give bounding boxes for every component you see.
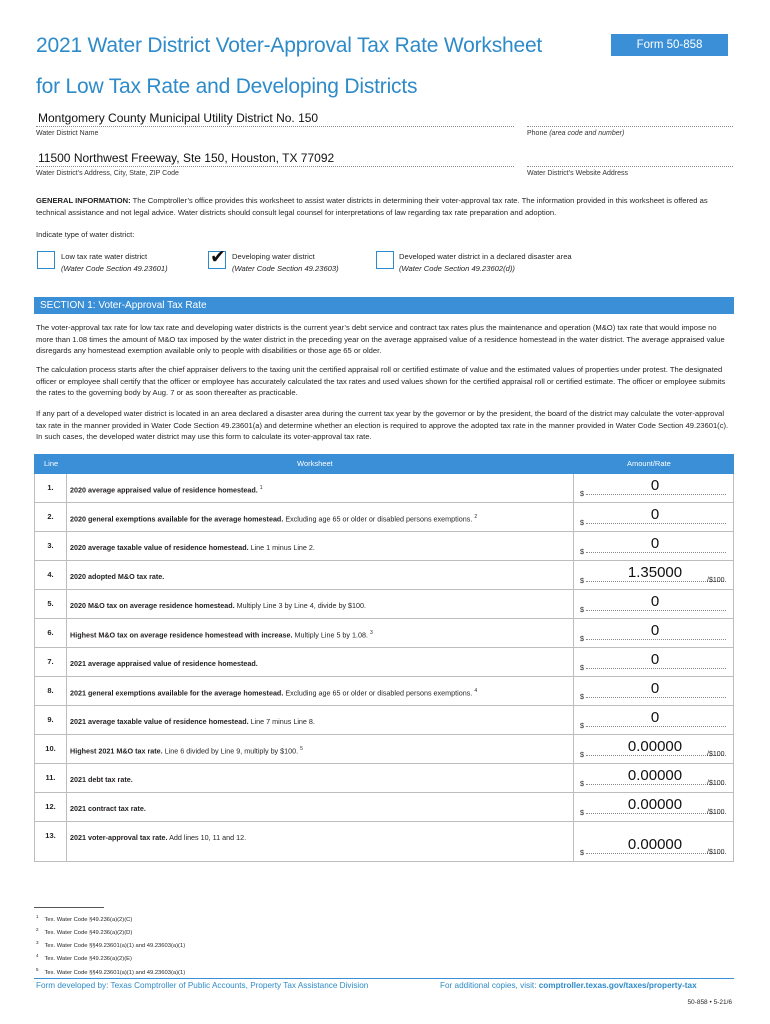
rate-unit: /$100 [707,577,725,584]
footer-developer: Form developed by: Texas Comptroller of Public Accounts, Property Tax Assistance Division [36,981,369,990]
footnote: $^3$Tex. Water Code §§49.23601(a)(1) and 49.23603(a)(1) [36,940,186,950]
line-number: 12. [35,793,67,821]
footnote: $^5$Tex. Water Code §§49.23601(a)(1) and 49.23603(a)(1) [36,966,186,976]
line-number: 5. [35,590,67,618]
amount-rule [586,726,726,727]
website-rule [527,166,733,167]
table-row [34,793,734,822]
amount-field[interactable]: 0 [650,506,660,523]
amount-divider [573,706,574,734]
amount-field[interactable]: 0.00000 [627,738,683,755]
table-row [34,677,734,706]
footer-rule [34,978,734,979]
line-description: 2020 general exemptions available for the average homestead. Excluding age 65 or older or disabled persons exemptions. $^2$ [70,514,478,524]
table-row [34,822,734,862]
address-label: Water District’s Address, City, State, ZIP Code [36,170,179,177]
amount-field[interactable]: 0 [650,535,660,552]
amount-field[interactable]: 0 [650,651,660,668]
footnotes [36,912,185,978]
footnote: $^4$Tex. Water Code §49.236(a)(2)(E) [36,953,132,963]
rate-unit: /$100 [707,751,725,758]
currency-symbol: $ [580,779,584,788]
section1-title: SECTION 1: Voter-Approval Tax Rate [34,297,734,314]
table-row [34,619,734,648]
line-number: 1. [35,474,67,502]
line-number: 6. [35,619,67,647]
currency-symbol: $ [580,750,584,759]
table-row [34,648,734,677]
amount-divider [573,822,574,861]
line-description: 2020 average taxable value of residence homestead. Line 1 minus Line 2. [70,543,315,552]
amount-divider [573,793,574,821]
amount-rule [586,552,726,553]
col-header-worksheet: Worksheet [297,459,333,468]
amount-field[interactable]: 1.35000 [627,564,683,581]
website-label: Water District’s Website Address [527,170,629,177]
currency-symbol: $ [580,663,584,672]
worksheet-table-header [34,454,734,474]
currency-symbol: $ [580,605,584,614]
line-description: 2021 contract tax rate. [70,804,146,813]
comptroller-link[interactable]: comptroller.texas.gov/taxes/property-tax [538,981,697,990]
low-tax-rate-label: Low tax rate water district (Water Code Section 49.23601) [61,252,168,273]
table-row [34,764,734,793]
general-information: GENERAL INFORMATION: The Comptroller’s office provides this worksheet to assist water districts in determining their voter-approval tax rate. The information provided in this worksheet is offered as technical assistance and not legal advice. Water districts should consult legal counsel for interpretations of law regarding tax rate preparation and adoption. [36,196,708,217]
rate-unit: /$100 [707,780,725,787]
currency-symbol: $ [580,547,584,556]
line-number: 8. [35,677,67,705]
line-number: 11. [35,764,67,792]
table-row [34,532,734,561]
amount-field[interactable]: 0.00000 [627,836,683,853]
section1-paragraph-1: The voter-approval tax rate for low tax rate and developing water districts is the current year’s debt service and contract tax rates plus the maintenance and operation (M&O) tax rate that would impose no more than 1.08 times the amount of M&O tax imposed by the water district in the preceding year on the average appraised value of a residence homestead in the water district. The average appraised value disregards any homestead exemption available only to people with disabilities or those age 65 or older. [36,323,725,356]
section1-paragraph-2: The calculation process starts after the chief appraiser delivers to the taxing unit the certified appraisal roll or certified estimate of value and the estimated values of properties under protest. The designated officer or employee shall certify that the officer or employee has accurately calculated the tax rates and used values shown for the certified appraisal roll or certified estimate. The officer or employee submits the rates to the governing body by Aug. 7 or as soon thereafter as practicable. [36,365,726,398]
footnote-ref: 2 [474,514,478,520]
footnote: $^2$Tex. Water Code §49.236(a)(2)(D) [36,927,133,937]
amount-divider [573,648,574,676]
developed-disaster-label: Developed water district in a declared disaster area (Water Code Section 49.23602(d)) [399,252,572,273]
table-row [34,561,734,590]
amount-divider [573,619,574,647]
footnote-ref: 3 [370,630,373,636]
line-number: 2. [35,503,67,531]
line-description: Highest 2021 M&O tax rate. Line 6 divided by Line 9, multiply by $100. $^5$ [70,746,303,756]
section1-paragraph-3: If any part of a developed water district is located in an area declared a disaster area during the current tax year by the governor or by the president, the board of the district may calculate the voter-approval tax rate in the manner provided in Water Code Section 49.23601(a) and determine whether an election is required to approve the adopted tax rate in the manner provided in Water Code Section 49.23601(c). In such cases, the developed water district may use this form to calculate its voter-approval tax rate. [36,409,729,442]
line-description: 2021 voter-approval tax rate. Add lines 10, 11 and 12. [70,833,247,842]
district-name-label: Water District Name [36,130,99,137]
rate-unit: /$100 [707,809,725,816]
line-number: 10. [35,735,67,763]
developing-district-checkbox[interactable] [208,247,226,269]
footnote-ref: 5 [300,746,303,752]
amount-field[interactable]: 0 [650,680,660,697]
line-number: 7. [35,648,67,676]
amount-divider [573,764,574,792]
currency-symbol: $ [580,634,584,643]
footnote: $^1$Tex. Water Code §49.236(a)(2)(C) [36,914,133,923]
currency-symbol: $ [580,518,584,527]
footnote-ref: 4 [474,688,478,694]
footnote-rule [34,907,104,908]
phone-label: Phone (area code and number) [527,130,625,137]
currency-symbol: $ [580,576,584,585]
amount-rule [586,610,726,611]
amount-rule [586,853,726,854]
table-row [34,735,734,764]
amount-rule [586,494,726,495]
district-type-prompt: Indicate type of water district: [36,230,135,239]
line-description: 2020 average appraised value of residence homestead. $^1$ [70,485,263,495]
phone-rule [527,126,733,127]
developed-disaster-checkbox[interactable] [376,251,394,269]
checkmark-icon: ✔ [210,247,226,268]
form-revision-code: 50-858 • 5-21/6 [687,999,732,1006]
currency-symbol: $ [580,848,584,857]
line-number: 9. [35,706,67,734]
line-description: 2021 average taxable value of residence homestead. Line 7 minus Line 8. [70,717,315,726]
line-description: 2021 debt tax rate. [70,775,133,784]
line-number: 3. [35,532,67,560]
amount-field[interactable]: 0 [650,593,660,610]
amount-rule [586,523,726,524]
table-row [34,590,734,619]
amount-rule [586,581,726,582]
amount-divider [573,532,574,560]
table-row [34,706,734,735]
line-description: 2021 general exemptions available for the average homestead. Excluding age 65 or older or disabled persons exemptions. $^4$ [70,688,478,698]
currency-symbol: $ [580,808,584,817]
address-rule [36,166,514,167]
amount-field[interactable]: 0.00000 [627,767,683,784]
amount-divider [573,590,574,618]
amount-rule [586,784,726,785]
line-description: 2020 M&O tax on average residence homestead. Multiply Line 3 by Line 4, divide by $100. [70,601,367,610]
col-header-amount: Amount/Rate [627,459,671,468]
amount-field[interactable]: 0 [650,709,660,726]
currency-symbol: $ [580,489,584,498]
amount-field[interactable]: 0.00000 [627,796,683,813]
district-name-field[interactable]: Montgomery County Municipal Utility District No. 150 [38,111,319,125]
form-title-line1: 2021 Water District Voter-Approval Tax Rate Worksheet [36,34,543,57]
table-row [34,474,734,503]
address-field[interactable]: 11500 Northwest Freeway, Ste 150, Houston, TX 77092 [38,151,335,165]
footer-copies: For additional copies, visit: comptroller.texas.gov/taxes/property-tax [440,981,697,990]
amount-field[interactable]: 0 [650,622,660,639]
line-number: 4. [35,561,67,589]
line-description: 2021 average appraised value of residence homestead. [70,659,258,668]
amount-rule [586,639,726,640]
rate-unit: /$100 [707,849,725,856]
line-description: Highest M&O tax on average residence homestead with increase. Multiply Line 5 by 1.08. $^3$ [70,630,373,640]
footnote-ref: 1 [259,485,263,491]
currency-symbol: $ [580,721,584,730]
form-number-badge: Form 50-858 [611,34,728,56]
line-description: 2020 adopted M&O tax rate. [70,572,165,581]
amount-divider [573,677,574,705]
district-name-rule [36,126,514,127]
amount-divider [573,735,574,763]
table-row [34,503,734,532]
form-title-line2: for Low Tax Rate and Developing Districts [36,75,418,98]
currency-symbol: $ [580,692,584,701]
developing-district-label: Developing water district (Water Code Section 49.23603) [232,252,339,273]
amount-rule [586,755,726,756]
amount-divider [573,503,574,531]
amount-rule [586,813,726,814]
col-header-line: Line [44,459,59,468]
amount-rule [586,668,726,669]
amount-field[interactable]: 0 [650,477,660,494]
amount-divider [573,561,574,589]
amount-divider [573,474,574,502]
amount-rule [586,697,726,698]
low-tax-rate-checkbox[interactable] [37,251,55,269]
line-number: 13. [35,822,67,861]
